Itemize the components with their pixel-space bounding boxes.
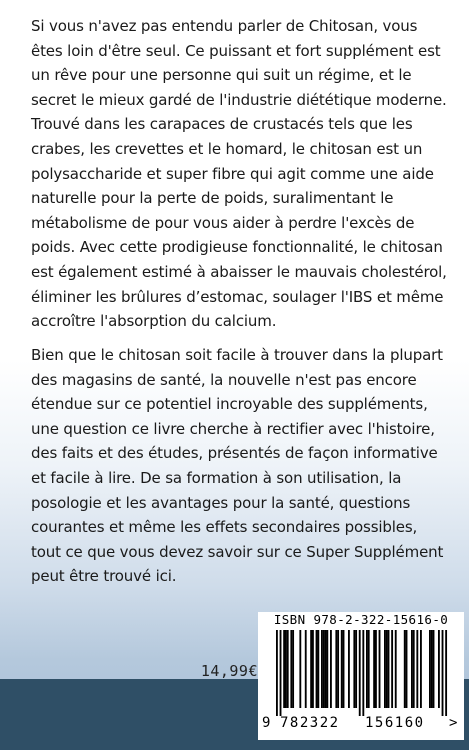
- barcode-bar: [299, 630, 301, 708]
- barcode-bar: [305, 630, 307, 708]
- barcode-bar: [388, 630, 390, 708]
- barcode-bar: [375, 630, 377, 708]
- price-label: 14,99€: [200, 662, 258, 680]
- barcode-bar: [325, 630, 327, 708]
- barcode-bar: [420, 630, 422, 708]
- ean-quiet-marker: >: [449, 715, 458, 731]
- barcode-bar: [285, 630, 287, 708]
- barcode-bar: [442, 630, 444, 716]
- ean-first-digit: 9: [262, 715, 271, 731]
- barcode-bar: [438, 630, 440, 708]
- barcode-bar: [359, 630, 361, 716]
- barcode-bar: [366, 630, 368, 708]
- barcode-bar: [391, 630, 393, 708]
- barcode-bar: [341, 630, 343, 708]
- barcode-bar: [335, 630, 337, 708]
- barcode-bar: [312, 630, 314, 708]
- ean-right-group: 156160: [365, 715, 425, 731]
- barcode-bar: [323, 630, 325, 708]
- barcode-bar: [317, 630, 319, 708]
- barcode-bar: [276, 630, 278, 716]
- barcode-bar: [368, 630, 370, 708]
- isbn-barcode-block: [258, 612, 464, 740]
- ean-left-group: 782322: [280, 715, 340, 731]
- barcode-bar: [348, 630, 350, 708]
- barcode-bar: [433, 630, 435, 708]
- blurb-paragraph-1: Si vous n'avez pas entendu parler de Chitosan, vous êtes loin d'être seul. Ce puissant et fort supplément est un rêve pour une personne qui suit un régime, et le secret le mieux gardé de l'industrie diététique moderne. Trouvé dans les carapaces de crustacés tels que les crabes, les crevettes et le homard, le chitosan est un polysaccharide et super fibre qui agit comme une aide naturelle pour la perte de poids, suralimentant le métabolisme de pour vous aider à perdre l'excès de poids. Avec cette prodigieuse fonctionnalité, le chitosan est également estimé à abaisser le mauvais cholestérol, éliminer les brûlures d’estomac, soulager l'IBS et même accroître l'absorption du calcium.: [31, 17, 447, 331]
- barcode-bar: [406, 630, 408, 708]
- barcode-bar: [373, 630, 375, 708]
- barcode-bar: [384, 630, 386, 708]
- barcode-bar: [416, 630, 418, 708]
- barcode-bar: [316, 630, 318, 708]
- barcode-bar: [337, 630, 339, 708]
- barcode-bar: [353, 630, 355, 708]
- barcode-bar: [283, 630, 285, 708]
- barcode-bar: [379, 630, 381, 708]
- barcode-bar: [290, 630, 292, 708]
- barcode-icon: [258, 630, 464, 718]
- barcode-bar: [386, 630, 388, 708]
- blurb-paragraph-2: Bien que le chitosan soit facile à trouver dans la plupart des magasins de santé, la nouvelle n'est pas encore étendue sur ce potentiel incroyable des suppléments, une question ce livre cherche à rectifier avec l'histoire, des faits et des études, présentés de façon informative et facile à lire. De sa formation à son utilisation, la posologie et les avantages pour la santé, questions courantes et même les effets secondaires possibles, tout ce que vous devez savoir sur ce Super Supplément peut être trouvé ici.: [31, 346, 444, 586]
- barcode-bar: [310, 630, 312, 708]
- barcode-bar: [413, 630, 415, 708]
- isbn-label: ISBN 978-2-322-15616-0: [273, 612, 449, 627]
- barcode-bar: [355, 630, 357, 708]
- barcode-bar: [429, 630, 431, 708]
- barcode-bar: [292, 630, 294, 708]
- barcode-bar: [362, 630, 364, 716]
- barcode-bar: [343, 630, 345, 708]
- barcode-bar: [431, 630, 433, 708]
- barcode-bar: [445, 630, 447, 716]
- barcode-bar: [395, 630, 397, 708]
- barcode-bar: [287, 630, 289, 708]
- barcode-bar: [280, 630, 282, 716]
- barcode-bar: [411, 630, 413, 708]
- barcode-bar: [326, 630, 328, 708]
- barcode-bar: [330, 630, 332, 708]
- barcode-bar: [404, 630, 406, 708]
- barcode-bar: [321, 630, 323, 708]
